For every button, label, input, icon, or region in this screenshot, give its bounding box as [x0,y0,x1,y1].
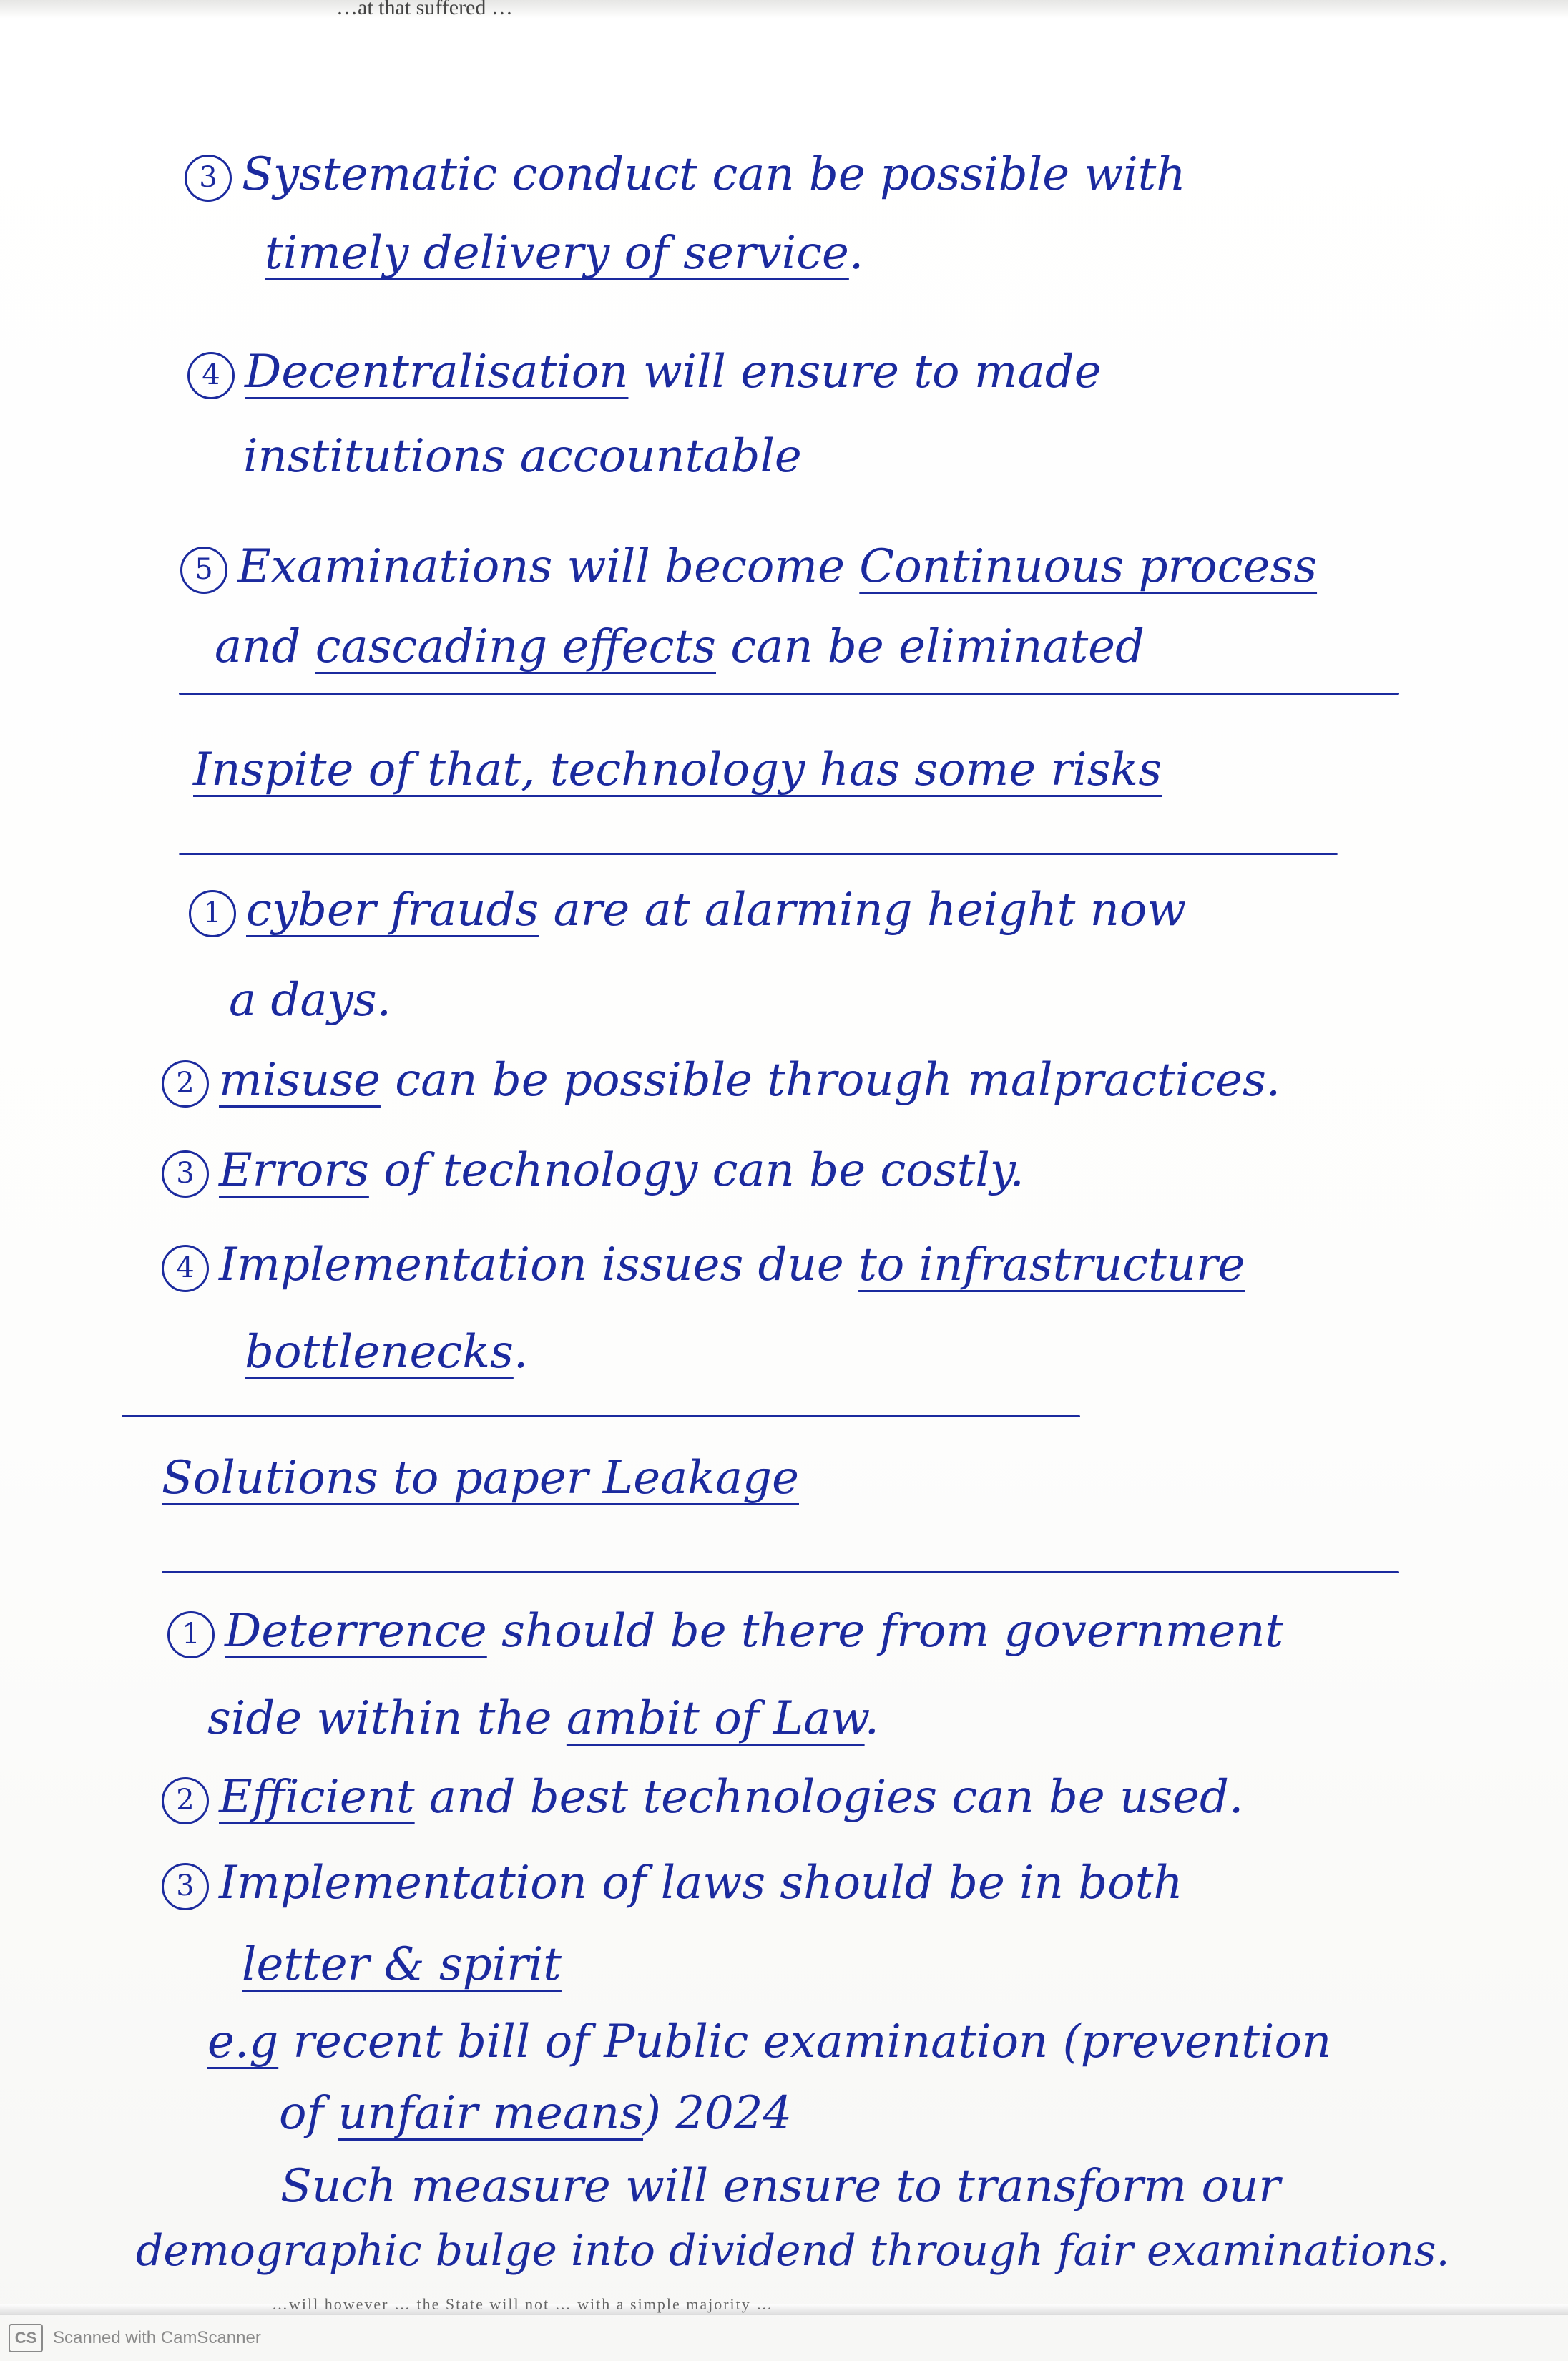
line-1: 3 Systematic conduct can be possible with [185,152,1186,202]
line-6: and cascading effects can be eliminated [215,620,1145,673]
page-top-edge [0,0,1568,19]
line-11: 3 Errors of technology can be costly. [162,1148,1024,1198]
point-number: 3 [185,155,232,202]
line-16: side within the ambit of Law. [207,1692,879,1745]
point-number: 4 [187,352,235,399]
point-number: 5 [180,547,227,594]
line-18: 3 Implementation of laws should be in both [162,1860,1183,1910]
line-15: 1 Deterrence should be there from government [167,1608,1283,1658]
point-number: 4 [162,1245,209,1292]
heading-rule [162,1571,1399,1573]
point-number: 2 [162,1060,209,1108]
scanner-footer [9,2324,261,2352]
line-9: a days. [229,974,391,1027]
line-23: demographic bulge into dividend through fair examinations. [136,2226,1450,2276]
line-3: 4 Decentralisation will ensure to made [187,349,1102,399]
camscanner-logo-icon: CS [9,2324,43,2352]
line-22: Such measure will ensure to transform our [280,2160,1280,2213]
page-bottom-edge [0,2304,1568,2315]
line-2: timely delivery of service. [265,227,864,280]
bottom-edge-text: …will however … the State will not … with a simple majority … [272,2295,774,2313]
point-number: 3 [162,1863,209,1910]
point-number: 2 [162,1777,209,1824]
line-14: Solutions to paper Leakage [162,1452,799,1505]
line-4: institutions accountable [243,430,802,483]
scanner-watermark-text: Scanned with CamScanner [53,2328,261,2347]
line-20: e.g recent bill of Public examination (prevention [207,2015,1332,2068]
line-19: letter & spirit [242,1938,562,1991]
line-7: Inspite of that, technology has some risks [193,743,1162,796]
heading-rule [179,853,1338,855]
section-divider [122,1415,1080,1417]
line-17: 2 Efficient and best technologies can be used. [162,1774,1243,1824]
section-divider [179,693,1399,695]
point-number: 3 [162,1150,209,1198]
line-8: 1 cyber frauds are at alarming height now [189,887,1186,937]
line-13: bottlenecks. [245,1326,529,1379]
line-10: 2 misuse can be possible through malpractices. [162,1057,1280,1108]
line-5: 5 Examinations will become Continuous process [180,544,1317,594]
line-21: of unfair means) 2024 [279,2087,793,2140]
top-edge-text: …at that suffered … [336,0,513,19]
line-12: 4 Implementation issues due to infrastructure [162,1242,1245,1292]
point-number: 1 [189,890,236,937]
point-number: 1 [167,1611,215,1658]
